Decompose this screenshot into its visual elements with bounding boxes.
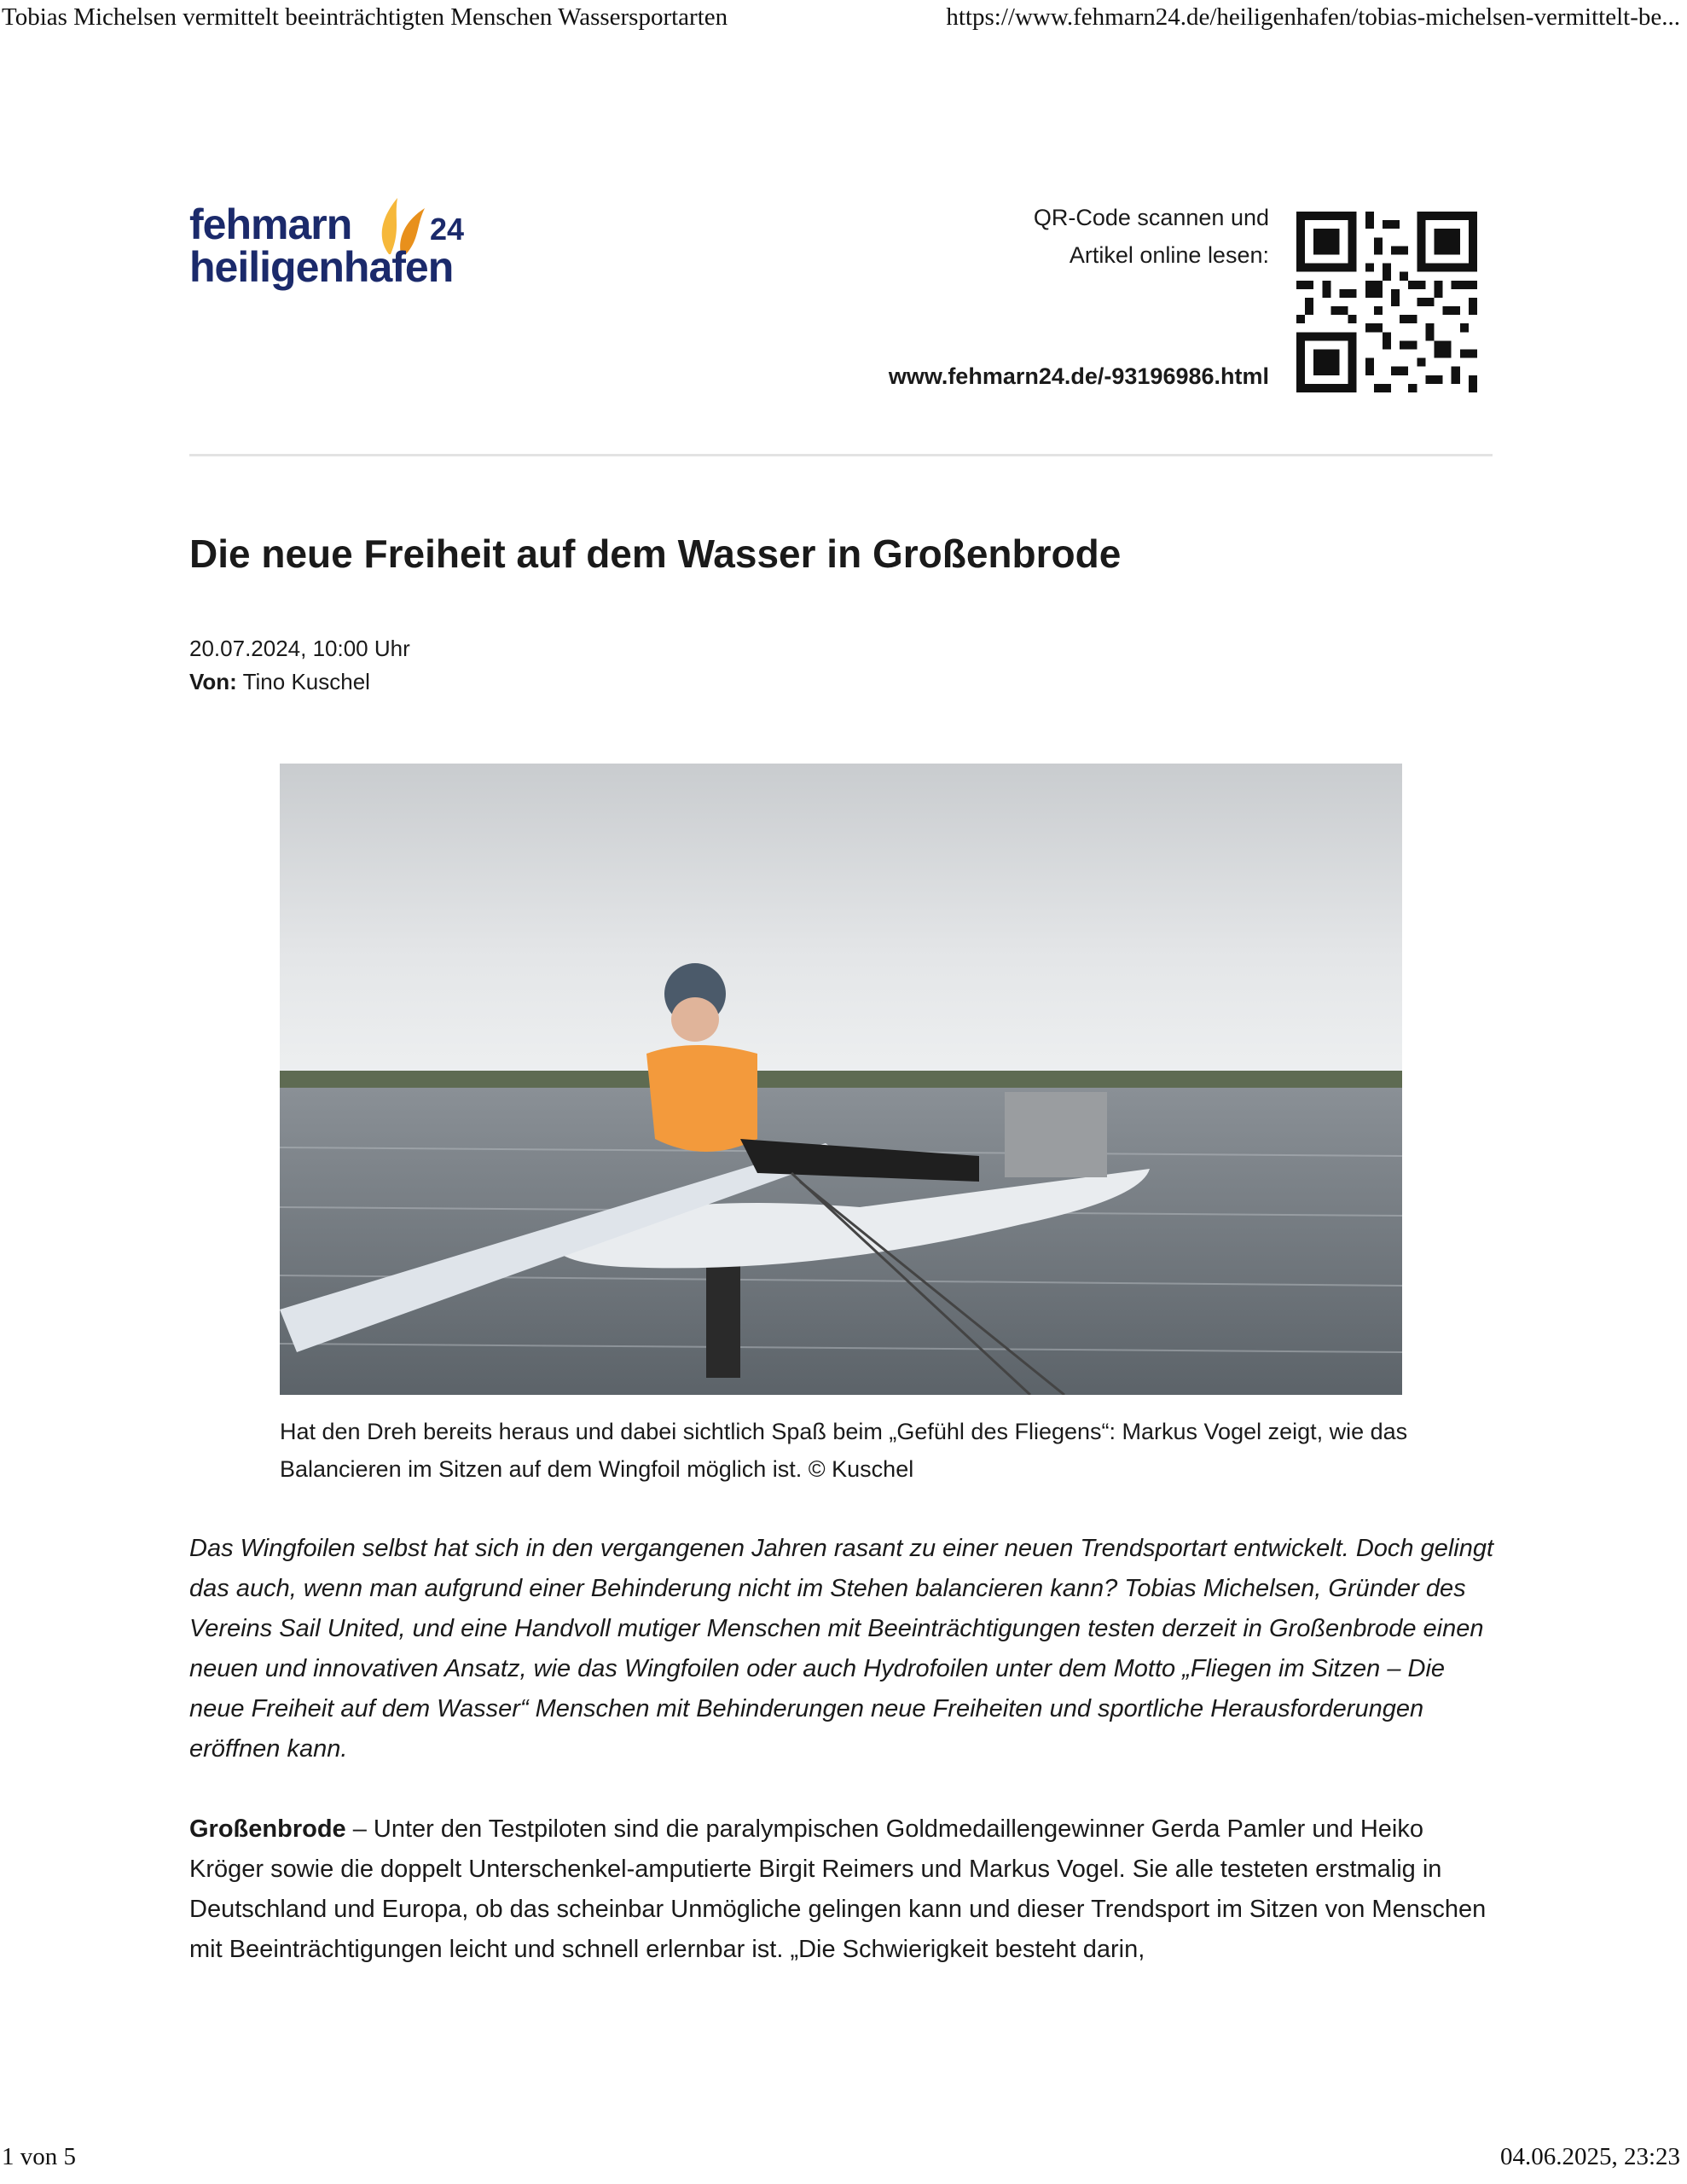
dateline-location: Großenbrode: [189, 1815, 346, 1843]
article-lead: Das Wingfoilen selbst hat sich in den vergangenen Jahren rasant zu einer neuen Trendsportart entwickelt. Doch gelingt das auch, wenn man aufgrund einer Behinderung nicht im Stehen balancieren kann? Tobias Michelsen, Gründer des Vereins Sail United, und eine Handvoll mutiger Menschen mit Beeinträchtigungen testen derzeit in Großenbrode einen neuen und innovativen Ansatz, wie das Wingfoilen oder auch Hydrofoilen unter dem Motto „Fliegen im Sitzen – Die neue Freiheit auf dem Wasser“ Menschen mit Behinderungen neue Freiheiten und sportliche Herausforderungen eröffnen kann.: [189, 1535, 1494, 1763]
author-label: Von:: [189, 669, 237, 694]
article-date: 20.07.2024, 10:00 Uhr: [189, 636, 410, 661]
print-header-title: Tobias Michelsen vermittelt beeinträchtigten Menschen Wassersportarten: [2, 3, 728, 31]
site-logo[interactable]: [189, 195, 479, 297]
page-count: 1 von 5: [2, 2143, 76, 2170]
header-divider: [189, 454, 1493, 456]
logo-text-fehmarn: fehmarn: [189, 200, 352, 248]
logo-text-heiligenhafen: heiligenhafen: [189, 243, 454, 291]
body-text: – Unter den Testpiloten sind die paralympischen Goldmedaillengewinner Gerda Pamler und Heiko Kröger sowie die doppelt Unterschenkel-amputierte Birgit Reimers und Markus Vogel. Sie alle testeten erstmalig in Deutschland und Europa, ob das scheinbar Unmögliche gelingen kann und dieser Trendsport im Sitzen von Menschen mit Beeinträchtigungen leicht und schnell erlernbar ist. „Die Schwierigkeit besteht darin,: [189, 1815, 1487, 1963]
qr-instruction-line2: Artikel online lesen:: [1069, 242, 1269, 268]
article-photo: [280, 764, 1402, 1395]
qr-code-icon: [1296, 212, 1477, 392]
logo-number: 24: [430, 212, 465, 247]
print-footer: [0, 2143, 1687, 2177]
article-headline: Die neue Freiheit auf dem Wasser in Großenbrode: [189, 531, 1122, 576]
qr-article-url[interactable]: www.fehmarn24.de/-93196986.html: [888, 363, 1269, 389]
print-header-url: https://www.fehmarn24.de/heiligenhafen/tobias-michelsen-vermittelt-be...: [946, 3, 1680, 31]
article-body-paragraph: [189, 1809, 1503, 1970]
author-name: Tino Kuschel: [242, 669, 370, 694]
print-header: [0, 3, 1687, 38]
qr-instruction-line1: QR-Code scannen und: [1033, 205, 1269, 230]
article-byline: [189, 669, 370, 695]
print-datetime: 04.06.2025, 23:23: [1499, 2143, 1680, 2170]
photo-caption: Hat den Dreh bereits heraus und dabei sichtlich Spaß beim „Gefühl des Fliegens“: Markus Vogel zeigt, wie das Balancieren im Sitzen auf dem Wingfoil möglich ist. © Kuschel: [280, 1419, 1408, 1482]
